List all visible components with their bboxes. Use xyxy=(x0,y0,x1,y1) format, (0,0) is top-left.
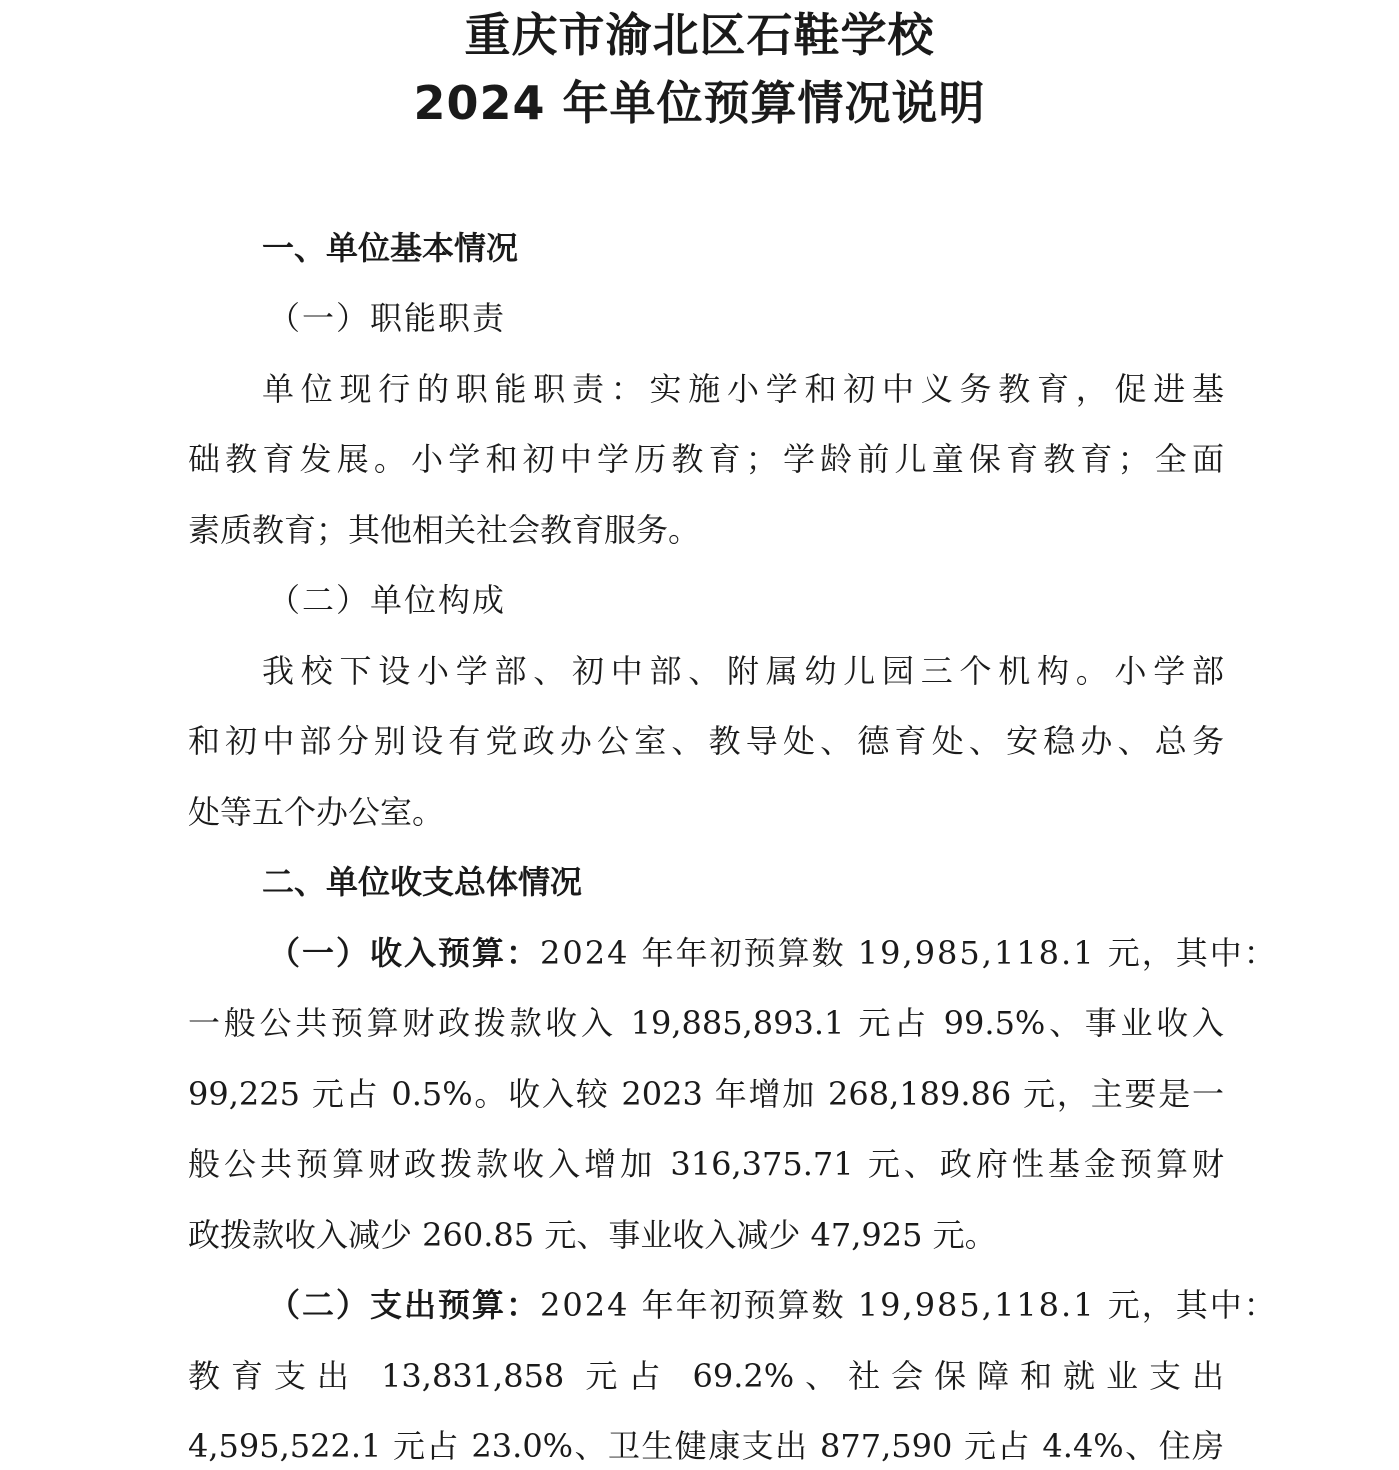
paragraph-line: 础教育发展。小学和初中学历教育；学龄前儿童保育教育；全面 xyxy=(188,440,1224,478)
expense-budget-text: 2024 年年初预算数 19,985,118.1 元，其中： xyxy=(540,1286,1278,1324)
document-title-line-2: 2024 年单位预算情况说明 xyxy=(413,76,986,130)
paragraph-line: 处等五个办公室。 xyxy=(188,793,445,831)
paragraph-line: 99,225 元占 0.5%。收入较 2023 年增加 268,189.86 元，主要是一 xyxy=(188,1075,1224,1113)
paragraph-line: 单位现行的职能职责：实施小学和初中义务教育，促进基 xyxy=(262,370,1224,408)
expense-budget-first-line xyxy=(268,1285,1278,1325)
paragraph-line: 一般公共预算财政拨款收入 19,885,893.1 元占 99.5%、事业收入 xyxy=(188,1004,1224,1042)
section-1-heading: 一、单位基本情况 xyxy=(262,229,519,267)
paragraph-line: 素质教育；其他相关社会教育服务。 xyxy=(188,511,701,549)
income-budget-label: （一）收入预算： xyxy=(268,934,541,972)
expense-budget-label: （二）支出预算： xyxy=(268,1286,541,1324)
section-1-subheading-1: （一）职能职责 xyxy=(268,299,507,337)
income-budget-text: 2024 年年初预算数 19,985,118.1 元，其中： xyxy=(540,934,1278,972)
income-budget-first-line xyxy=(268,933,1278,973)
paragraph-line: 和初中部分别设有党政办公室、教导处、德育处、安稳办、总务 xyxy=(188,722,1224,760)
paragraph-line: 政拨款收入减少 260.85 元、事业收入减少 47,925 元。 xyxy=(188,1216,997,1254)
section-2-heading: 二、单位收支总体情况 xyxy=(262,863,583,901)
paragraph-line: 教育支出 13,831,858 元占 69.2%、社会保障和就业支出 xyxy=(188,1357,1224,1395)
paragraph-line: 般公共预算财政拨款收入增加 316,375.71 元、政府性基金预算财 xyxy=(188,1145,1224,1183)
section-1-subheading-2: （二）单位构成 xyxy=(268,581,507,619)
document-title-line-1: 重庆市渝北区石鞋学校 xyxy=(464,8,935,62)
paragraph-line: 我校下设小学部、初中部、附属幼儿园三个机构。小学部 xyxy=(262,652,1224,690)
paragraph-line: 4,595,522.1 元占 23.0%、卫生健康支出 877,590 元占 4.4%、住房 xyxy=(188,1427,1224,1465)
